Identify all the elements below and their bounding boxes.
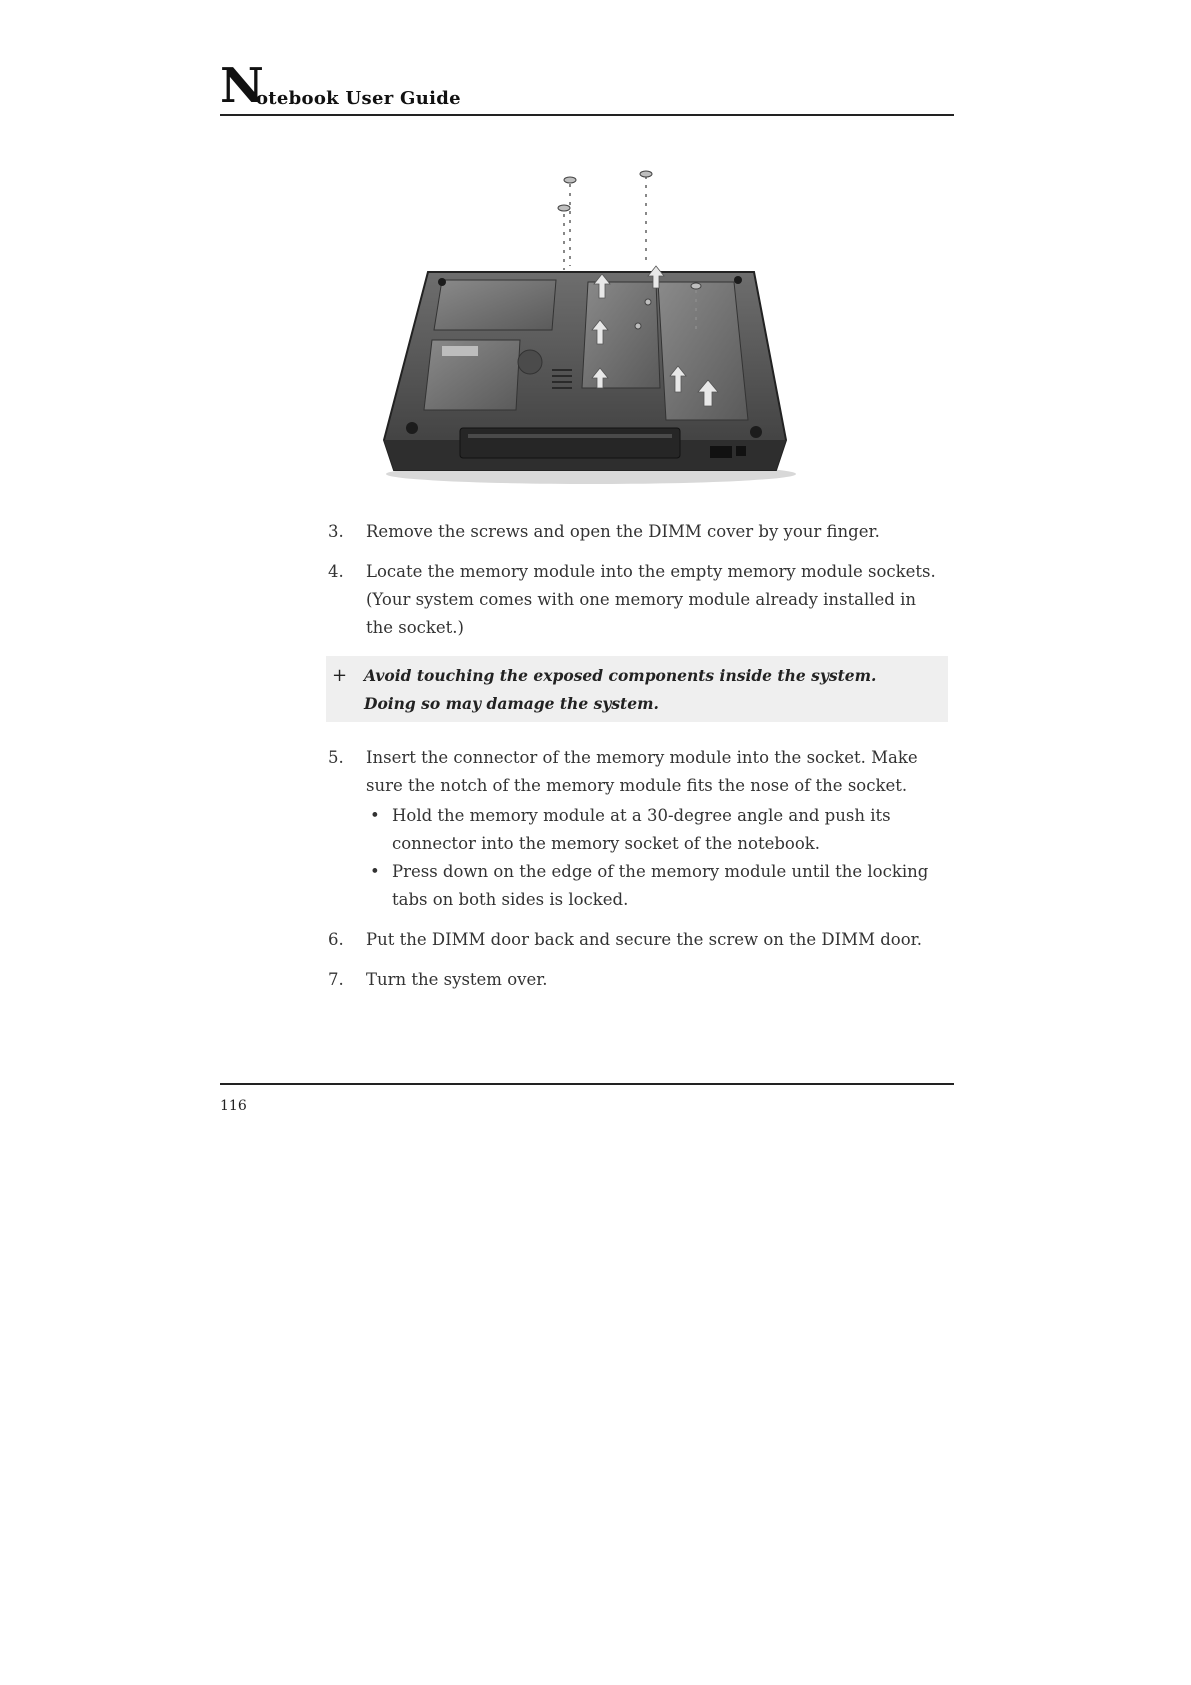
step-number: 3. <box>328 522 344 541</box>
instruction-steps <box>328 518 948 1006</box>
page-number: 116 <box>220 1098 247 1114</box>
notebook-bottom-illustration <box>376 170 806 490</box>
bullet-icon: • <box>370 862 380 881</box>
bullet-item <box>366 802 948 858</box>
note-text: Avoid touching the exposed components inside the system. Doing so may damage the system. <box>364 666 877 713</box>
step-number: 4. <box>328 562 344 581</box>
step-text: Turn the system over. <box>366 970 548 989</box>
step-number: 5. <box>328 748 344 767</box>
step-item <box>328 518 948 546</box>
step-item <box>328 744 948 914</box>
step-item <box>328 926 948 954</box>
page-header <box>220 58 954 116</box>
notebook-bottom-figure <box>376 170 806 490</box>
step-text: Remove the screws and open the DIMM cover by your finger. <box>366 522 880 541</box>
note-plus-icon: + <box>332 665 348 686</box>
bullet-icon: • <box>370 806 380 825</box>
step-number: 6. <box>328 930 344 949</box>
footer-rule <box>220 1083 954 1085</box>
step-text: Locate the memory module into the empty memory module sockets. (Your system comes with one memory module already installed in the socket.) <box>366 562 936 637</box>
header-initial: N <box>220 58 264 114</box>
step-text: Put the DIMM door back and secure the screw on the DIMM door. <box>366 930 922 949</box>
step-text: Insert the connector of the memory module into the socket. Make sure the notch of the memory module fits the nose of the socket. <box>366 748 918 795</box>
bullet-text: Hold the memory module at a 30-degree angle and push its connector into the memory socket of the notebook. <box>392 806 891 853</box>
bullet-list <box>366 802 948 914</box>
bullet-item <box>366 858 948 914</box>
step-item <box>328 966 948 994</box>
caution-note <box>326 656 948 722</box>
step-item <box>328 558 948 642</box>
header-title: otebook User Guide <box>256 88 461 109</box>
step-number: 7. <box>328 970 344 989</box>
header-rule <box>220 114 954 116</box>
bullet-text: Press down on the edge of the memory module until the locking tabs on both sides is locked. <box>392 862 929 909</box>
